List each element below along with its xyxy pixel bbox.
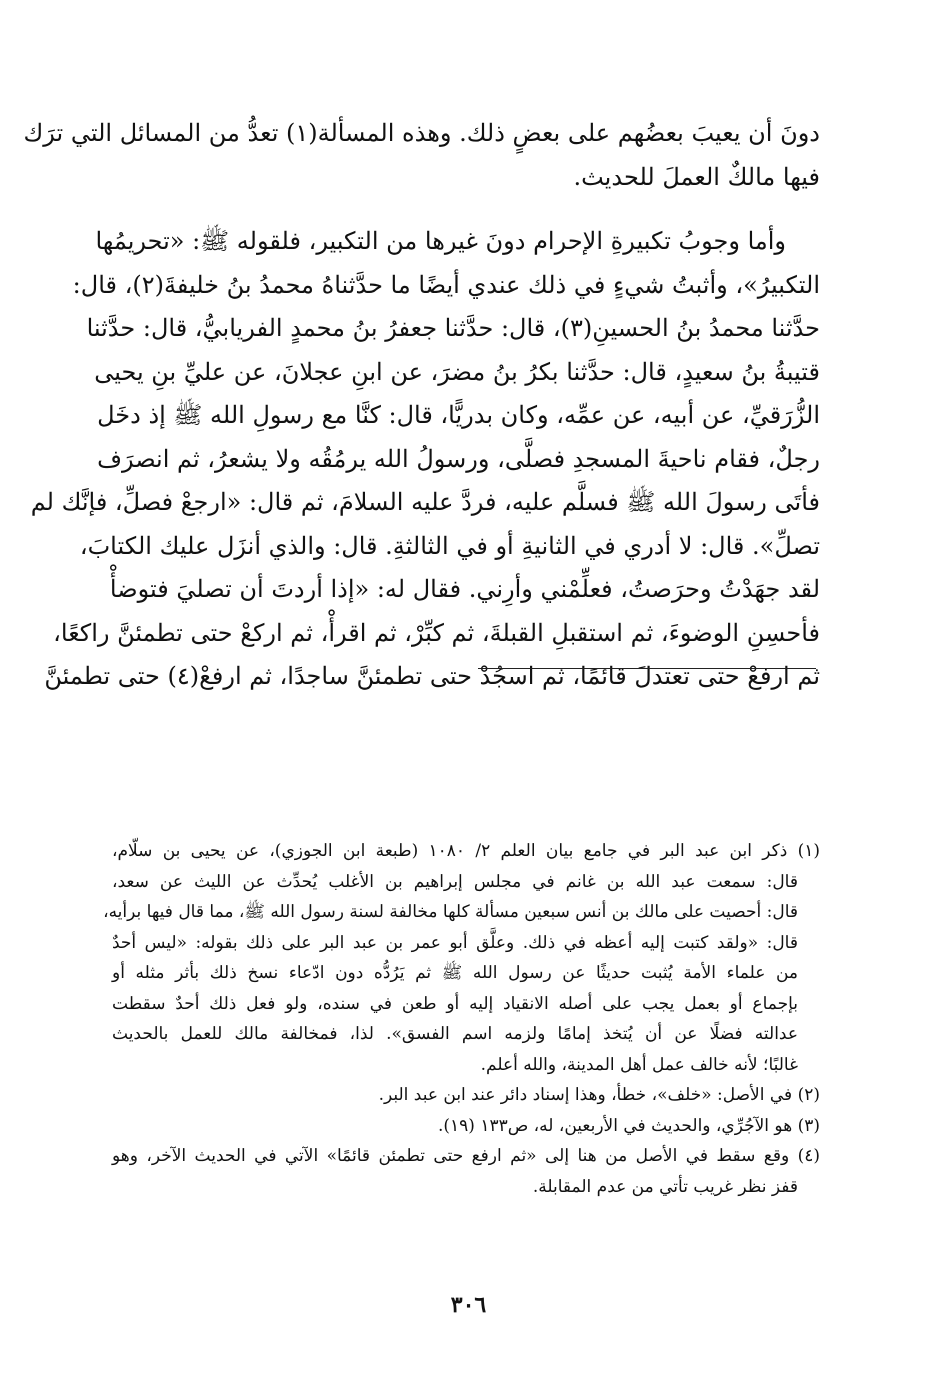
text-line: دونَ أن يعيبَ بعضُهم على بعضٍ ذلك. وهذه المسألة(١) تعدُّ من المسائل التي ترَك bbox=[23, 119, 820, 147]
text-line: لقد جهَدْتُ وحرَصتُ، فعلِّمْني وأرِني. فقال له: «إذا أردتَ أن تصليَ فتوضأْ bbox=[109, 575, 820, 603]
footnote-line: قال: سمعت عبد الله بن غانم في مجلس إبراهيم بن الأغلب يُحدِّث عن الليث عن سعد، bbox=[112, 871, 798, 892]
text-line: وأما وجوبُ تكبيرةِ الإحرام دونَ غيرها من التكبير، فلقوله ﷺ: «تحريمُها bbox=[95, 227, 786, 255]
text-line: ثم ارفعْ حتى تعتدلَ قائمًا، ثم اسجُدْ حتى تطمئنَّ ساجدًا، ثم ارفعْ(٤) حتى تطمئنَّ bbox=[44, 662, 820, 690]
footnote-line: (٤) وقع سقط في الأصل من هنا إلى «ثم ارفع حتى تطمئن قائمًا» الآتي في الحديث الآخر، وهو bbox=[112, 1146, 820, 1166]
footnote-line: غالبًا؛ لأنه خالف عمل أهل المدينة، والله أعلم. bbox=[480, 1054, 798, 1075]
footnote-line: بإجماع أو بعمل يجب على أصله الانقياد إليه أو طعن في سنده، ولو فعل ذلك أحدٌ سقطت bbox=[112, 993, 798, 1014]
footnote-line: (٣) هو الآجُرِّي، والحديث في الأربعين، له، ص١٣٣ (١٩). bbox=[437, 1115, 820, 1136]
text-line: حدَّثنا محمدُ بنُ الحسينِ(٣)، قال: حدَّثنا جعفرُ بنُ محمدٍ الفريابيُّ، قال: حدَّثنا bbox=[86, 314, 820, 342]
text-line: التكبيرُ»، وأثبتُ شيءٍ في ذلك عندي أيضًا ما حدَّثناهُ محمدُ بنُ خليفةَ(٢)، قال: bbox=[72, 270, 820, 299]
footnote-line: قال: «ولقد كتبت إليه أعظه في ذلك. وعلَّق أبو عمر بن عبد البر على ذلك بقوله: «ليس أحدٌ bbox=[112, 932, 798, 953]
main-text bbox=[23, 112, 820, 699]
footnotes bbox=[103, 836, 820, 1202]
text-line: تصلِّ». قال: لا أدري في الثانيةِ أو في الثالثةِ. قال: والذي أنزَل عليك الكتابَ، bbox=[79, 531, 820, 560]
footnote-line: قفز نظر غريب تأتي من عدم المقابلة. bbox=[532, 1176, 798, 1197]
footnote-line: (١) ذكر ابن عبد البر في جامع بيان العلم ٢/ ١٠٨٠ (طبعة ابن الجوزي)، عن يحيى بن سلّام، bbox=[112, 841, 820, 861]
footnote-line: من علماء الأمة يُثبت حديثًا عن رسول الله ﷺ ثم يَرُدُّه دون ادّعاء نسخ ذلك بأثر مثله أو bbox=[112, 963, 798, 983]
footnote-divider bbox=[478, 668, 816, 669]
text-line: رجلٌ، فقام ناحيةَ المسجدِ فصلَّى، ورسولُ الله يرمُقُه ولا يشعرُ، ثم انصرَف bbox=[97, 444, 820, 473]
text-line: فيها مالكٌ العملَ للحديث. bbox=[573, 162, 820, 191]
text-line: الزُّرَقيِّ، عن أبيه، عن عمِّه، وكان بدريًّا، قال: كنَّا مع رسولِ الله ﷺ إذ دخَل bbox=[97, 401, 820, 429]
text-line: قتيبةُ بنُ سعيدٍ، قال: حدَّثنا بكرُ بنُ مضرَ، عن ابنِ عجلانَ، عن عليِّ بنِ يحيى bbox=[94, 357, 820, 386]
footnote-line: قال: أحصيت على مالك بن أنس سبعين مسألة كلها مخالفة لسنة رسول الله ﷺ، مما قال فيها برأيه، bbox=[103, 902, 798, 922]
footnote-line: عدالته فضلًا عن أن يُتخذ إمامًا ولزمه اسم الفسق». لذا، فمخالفة مالك للعمل بالحديث bbox=[112, 1024, 798, 1044]
footnote-line: (٢) في الأصل: «خلف»، خطأ، وهذا إسناد دائر عند ابن عبد البر. bbox=[378, 1085, 820, 1105]
text-line: فأحسِنِ الوضوءَ، ثم استقبلِ القبلةَ، ثم كبِّرْ، ثم اقرأْ، ثم اركعْ حتى تطمئنَّ راكعًا، bbox=[53, 618, 820, 647]
text-line: فأتَى رسولَ الله ﷺ فسلَّم عليه، فردَّ عليه السلامَ، ثم قال: «ارجعْ فصلِّ، فإنَّك لم bbox=[30, 488, 820, 516]
page-number: ٣٠٦ bbox=[450, 1292, 487, 1318]
